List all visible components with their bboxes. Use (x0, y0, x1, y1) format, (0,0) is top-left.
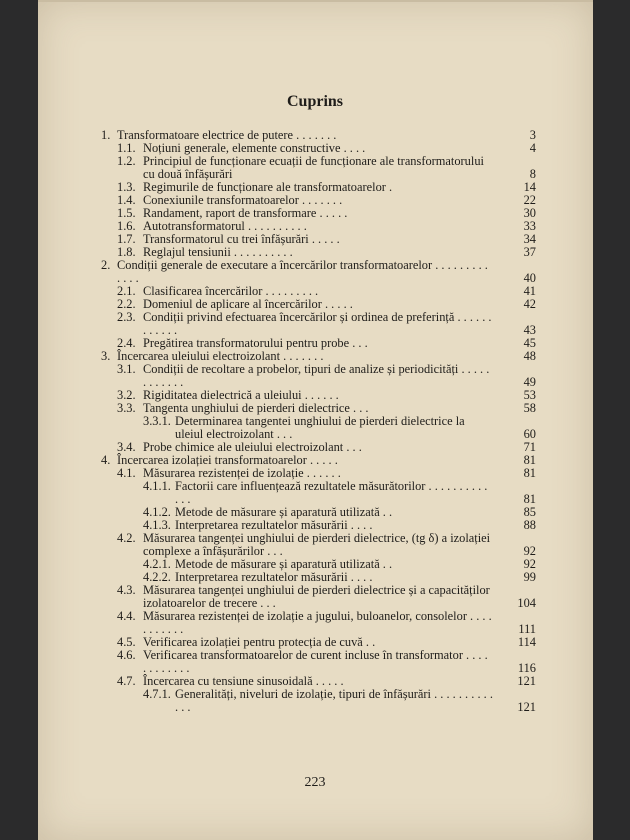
toc-entry-number: 3.1. (117, 362, 136, 376)
toc-entry-title: Noțiuni generale, elemente constructive . . . . (143, 141, 366, 155)
toc-entry-title: Măsurarea tangenței unghiului de pierderi dielectrice și a capacităților izolatoarelor de trecere . . . (143, 583, 490, 610)
toc-entry-title: Încercarea cu tensiune sinusoidală . . . . . (143, 674, 344, 688)
toc-entry-title: Încercarea uleiului electroizolant . . . . . . . (117, 349, 324, 363)
toc-entry-page: 8 (529, 167, 536, 181)
toc-entry-number: 3.3.1. (143, 414, 171, 428)
toc-entry-page: 88 (523, 518, 536, 532)
toc-entry-page: 116 (517, 661, 536, 675)
toc-entry-number: 3.4. (117, 440, 136, 454)
toc-entry-page: 121 (517, 700, 536, 714)
toc-entry-page: 114 (517, 635, 536, 649)
toc-entry-page: 48 (523, 349, 536, 363)
toc-entry-number: 2.2. (117, 297, 136, 311)
toc-entry-number: 4.1.3. (143, 518, 171, 532)
toc-entry-page: 14 (523, 180, 536, 194)
toc-entry-title: Regimurile de funcționare ale transformatoarelor . (143, 180, 393, 194)
page-edge (38, 0, 593, 2)
toc-entry-title: Generalități, niveluri de izolație, tipuri de înfășurări . . . . . . . . . . . . . (175, 687, 493, 714)
toc-entry-number: 2.1. (117, 284, 136, 298)
toc-entry-page: 58 (523, 401, 536, 415)
toc-entry (101, 154, 536, 181)
toc-entry-number: 4.2.2. (143, 570, 171, 584)
toc-entry-page: 45 (523, 336, 536, 350)
toc-entry-page: 40 (523, 271, 536, 285)
toc-entry-page: 81 (523, 466, 536, 480)
toc-entry-title: Măsurarea rezistenței de izolație a jugului, buloanelor, consolelor . . . . . . . . . . . (143, 609, 492, 636)
toc-entry-number: 1.3. (117, 180, 136, 194)
toc-entry (101, 310, 536, 337)
toc-entry-page: 49 (523, 375, 536, 389)
toc-entry-number: 1.8. (117, 245, 136, 259)
toc-entry-title: Verificarea transformatoarelor de curent incluse în transformator . . . . . . . . . . . . (143, 648, 488, 675)
toc-entry-number: 1.2. (117, 154, 136, 168)
toc-entry-number: 2.4. (117, 336, 136, 350)
toc-entry-page: 92 (523, 557, 536, 571)
toc-entry (101, 583, 536, 610)
toc-entry-title: Factorii care influențează rezultatele măsurătorilor . . . . . . . . . . . . . (175, 479, 488, 506)
page-number: 223 (304, 775, 326, 790)
toc-entry-title: Tangenta unghiului de pierderi dielectrice . . . (143, 401, 369, 415)
toc-entry-number: 4.1. (117, 466, 136, 480)
toc-entry (101, 362, 536, 389)
toc-entry-page: 92 (523, 544, 536, 558)
toc-entry-title: Transformatoare electrice de putere . . . . . . . (117, 128, 337, 142)
toc-entry-title: Metode de măsurare și aparatură utilizată . . (175, 557, 393, 571)
toc-entry-title: Determinarea tangentei unghiului de pierderi dielectrice la uleiul electroizolant . . . (175, 414, 465, 441)
toc-entry-number: 1.5. (117, 206, 136, 220)
toc-entry-number: 1. (101, 128, 111, 142)
toc-entry (101, 531, 536, 558)
toc-entry-title: Principiul de funcționare ecuații de funcționare ale transformatorului cu două înfășurări (143, 154, 484, 181)
toc-entry-number: 3.3. (117, 401, 136, 415)
toc-entry-title: Condiții de recoltare a probelor, tipuri de analize și periodicități . . . . . . . . . . . . (143, 362, 490, 389)
toc-entry (101, 609, 536, 636)
toc-entry-number: 3. (101, 349, 111, 363)
table-of-contents (101, 128, 536, 714)
toc-entry-number: 4.5. (117, 635, 136, 649)
toc-entry-number: 1.7. (117, 232, 136, 246)
toc-entry-page: 60 (523, 427, 536, 441)
page-title: Cuprins (286, 93, 344, 110)
toc-entry-title: Metode de măsurare și aparatură utilizată . . (175, 505, 393, 519)
toc-entry-title: Clasificarea încercărilor . . . . . . . . . (143, 284, 319, 298)
toc-entry-page: 111 (518, 622, 536, 636)
toc-entry-title: Verificarea izolației pentru protecția de cuvă . . (143, 635, 376, 649)
toc-entry-title: Măsurarea tangenței unghiului de pierderi dielectrice, (tg δ) a izolației complexe a înfășurărilor . . . (143, 531, 491, 558)
toc-entry (101, 258, 536, 285)
toc-entry-number: 4.1.1. (143, 479, 171, 493)
toc-entry-page: 42 (523, 297, 536, 311)
toc-entry-number: 1.6. (117, 219, 136, 233)
toc-entry-number: 1.4. (117, 193, 136, 207)
toc-entry (101, 648, 536, 675)
toc-entry-number: 4.4. (117, 609, 136, 623)
toc-entry-page: 53 (523, 388, 536, 402)
toc-entry-number: 1.1. (117, 141, 136, 155)
toc-entry-number: 4.2.1. (143, 557, 171, 571)
toc-entry-number: 4.7.1. (143, 687, 171, 701)
toc-entry-title: Pregătirea transformatorului pentru probe . . . (143, 336, 368, 350)
toc-entry-title: Condiții privind efectuarea încercărilor și ordinea de preferință . . . . . . . . . . . . (143, 310, 492, 337)
toc-entry-title: Randament, raport de transformare . . . . . (143, 206, 348, 220)
toc-entry-page: 81 (523, 453, 536, 467)
toc-entry (101, 687, 536, 714)
toc-entry-number: 3.2. (117, 388, 136, 402)
toc-entry-title: Rigiditatea dielectrică a uleiului . . . . . . (143, 388, 339, 402)
toc-entry-page: 22 (523, 193, 536, 207)
toc-entry (101, 479, 536, 506)
toc-entry-page: 43 (523, 323, 536, 337)
toc-entry-title: Domeniul de aplicare al încercărilor . . . . . (143, 297, 353, 311)
toc-entry-title: Probe chimice ale uleiului electroizolant . . . (143, 440, 362, 454)
toc-entry-page: 85 (523, 505, 536, 519)
toc-entry-title: Interpretarea rezultatelor măsurării . . . . (175, 518, 373, 532)
toc-entry-page: 99 (523, 570, 536, 584)
toc-entry-title: Încercarea izolației transformatoarelor . . . . . (117, 453, 338, 467)
toc-entry-title: Transformatorul cu trei înfășurări . . . . . (143, 232, 340, 246)
toc-entry-page: 81 (523, 492, 536, 506)
toc-entry-page: 34 (523, 232, 536, 246)
toc-entry-page: 41 (523, 284, 536, 298)
toc-entry-page: 37 (523, 245, 536, 259)
toc-entry-title: Reglajul tensiunii . . . . . . . . . . (143, 245, 293, 259)
toc-entry-title: Condiții generale de executare a încercărilor transformatoarelor . . . . . . . . . . . . . (117, 258, 488, 285)
toc-entry-number: 4.3. (117, 583, 136, 597)
toc-entry-number: 4.7. (117, 674, 136, 688)
toc-entry-page: 71 (523, 440, 536, 454)
toc-entry-number: 4.2. (117, 531, 136, 545)
toc-entry-page: 121 (517, 674, 536, 688)
toc-entry-number: 4.1.2. (143, 505, 171, 519)
toc-entry-page: 33 (523, 219, 536, 233)
toc-entry-number: 4.6. (117, 648, 136, 662)
toc-entry-title: Conexiunile transformatoarelor . . . . . . . (143, 193, 343, 207)
toc-entry-number: 2. (101, 258, 111, 272)
toc-entry-title: Măsurarea rezistenței de izolație . . . . . . (143, 466, 341, 480)
toc-entry-page: 4 (529, 141, 536, 155)
toc-entry-page: 104 (517, 596, 536, 610)
toc-entry-page: 30 (523, 206, 536, 220)
toc-entry-number: 4. (101, 453, 111, 467)
toc-entry-number: 2.3. (117, 310, 136, 324)
toc-entry-title: Autotransformatorul . . . . . . . . . . (143, 219, 307, 233)
toc-entry-title: Interpretarea rezultatelor măsurării . . . . (175, 570, 373, 584)
toc-entry-page: 3 (529, 128, 536, 142)
toc-entry (101, 414, 536, 441)
